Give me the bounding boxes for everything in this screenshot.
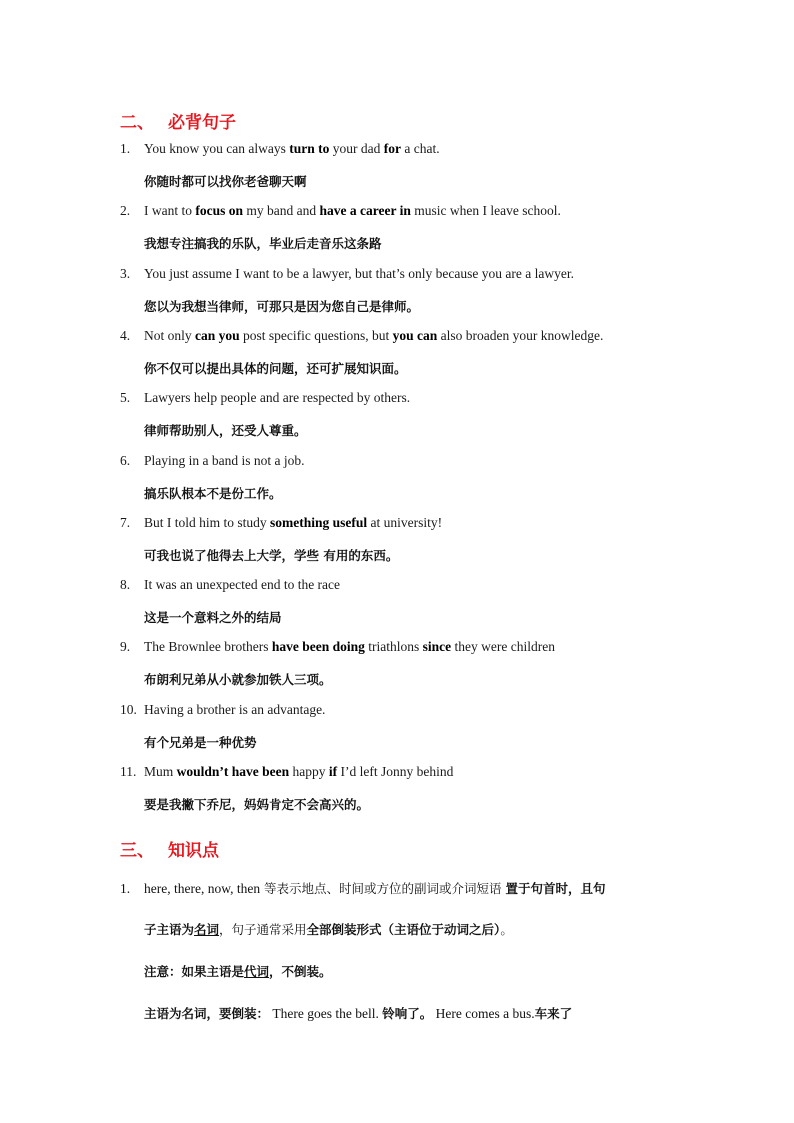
- sentence-chinese: 律师帮助别人，还受人尊重。: [144, 423, 307, 438]
- sentence-english: 4. Not only can you post specific questions, but you can also broaden your knowledge.: [120, 328, 604, 343]
- sentence-number: 2.: [120, 203, 131, 218]
- sentence-chinese: 这是一个意料之外的结局: [144, 610, 282, 625]
- sentence-number: 4.: [120, 328, 131, 343]
- section-title: 必背句子: [168, 113, 236, 133]
- knowledge-point-note: 注意：如果主语是代词，不倒装。: [144, 964, 332, 979]
- sentence-chinese: 要是我撇下乔尼，妈妈肯定不会高兴的。: [144, 797, 370, 812]
- sentence-english: 7. But I told him to study something useful at university!: [120, 515, 443, 530]
- sentence-number: 11.: [120, 764, 137, 779]
- sentence-english: 2. I want to focus on my band and have a career in music when I leave school.: [120, 203, 561, 218]
- sentence-chinese: 搞乐队根本不是份工作。: [144, 486, 282, 501]
- sentence-chinese: 布朗利兄弟从小就参加铁人三项。: [144, 672, 332, 687]
- sentence-english: 1. You know you can always turn to your dad for a chat.: [120, 141, 440, 156]
- sentence-chinese: 你随时都可以找你老爸聊天啊: [144, 174, 307, 189]
- section-title: 知识点: [168, 841, 219, 861]
- section-number: 三、: [120, 841, 154, 861]
- sentence-number: 1.: [120, 141, 131, 156]
- sentence-english: 3. You just assume I want to be a lawyer, but that’s only because you are a lawyer.: [120, 266, 574, 281]
- knowledge-point-line-1: 1. here, there, now, then 等表示地点、时间或方位的副词或介词短语 置于句首时，且句: [120, 881, 606, 896]
- sentence-number: 7.: [120, 515, 131, 530]
- sentence-english: 6. Playing in a band is not a job.: [120, 453, 305, 468]
- sentence-number: 3.: [120, 266, 131, 281]
- sentence-number: 9.: [120, 639, 131, 654]
- sentence-chinese: 可我也说了他得去上大学，学些 有用的东西。: [144, 548, 399, 563]
- sentence-chinese: 你不仅可以提出具体的问题，还可扩展知识面。: [144, 361, 407, 376]
- sentence-chinese: 您以为我想当律师，可那只是因为您自己是律师。: [144, 299, 420, 314]
- section-number: 二、: [120, 113, 154, 133]
- section-heading-sentences: [120, 108, 236, 133]
- sentence-number: 6.: [120, 453, 131, 468]
- sentence-english: 9. The Brownlee brothers have been doing triathlons since they were children: [120, 639, 555, 654]
- sentence-english: 8. It was an unexpected end to the race: [120, 577, 341, 592]
- sentence-number: 10.: [120, 702, 137, 717]
- section-heading-knowledge: [120, 836, 219, 861]
- knowledge-point-line-2: 子主语为名词，句子通常采用全部倒装形式（主语位于动词之后）。: [144, 922, 513, 937]
- knowledge-point-example: 主语为名词，要倒装： There goes the bell. 铃响了。 Here comes a bus.车来了: [144, 1006, 573, 1021]
- sentence-chinese: 有个兄弟是一种优势: [144, 735, 257, 750]
- sentence-english: 11. Mum wouldn’t have been happy if I’d left Jonny behind: [120, 764, 454, 779]
- sentence-number: 8.: [120, 577, 131, 592]
- sentence-english: 10. Having a brother is an advantage.: [120, 702, 326, 717]
- sentence-english: 5. Lawyers help people and are respected by others.: [120, 390, 411, 405]
- sentence-chinese: 我想专注搞我的乐队，毕业后走音乐这条路: [144, 236, 382, 251]
- sentence-number: 5.: [120, 390, 131, 405]
- point-number: 1.: [120, 881, 131, 896]
